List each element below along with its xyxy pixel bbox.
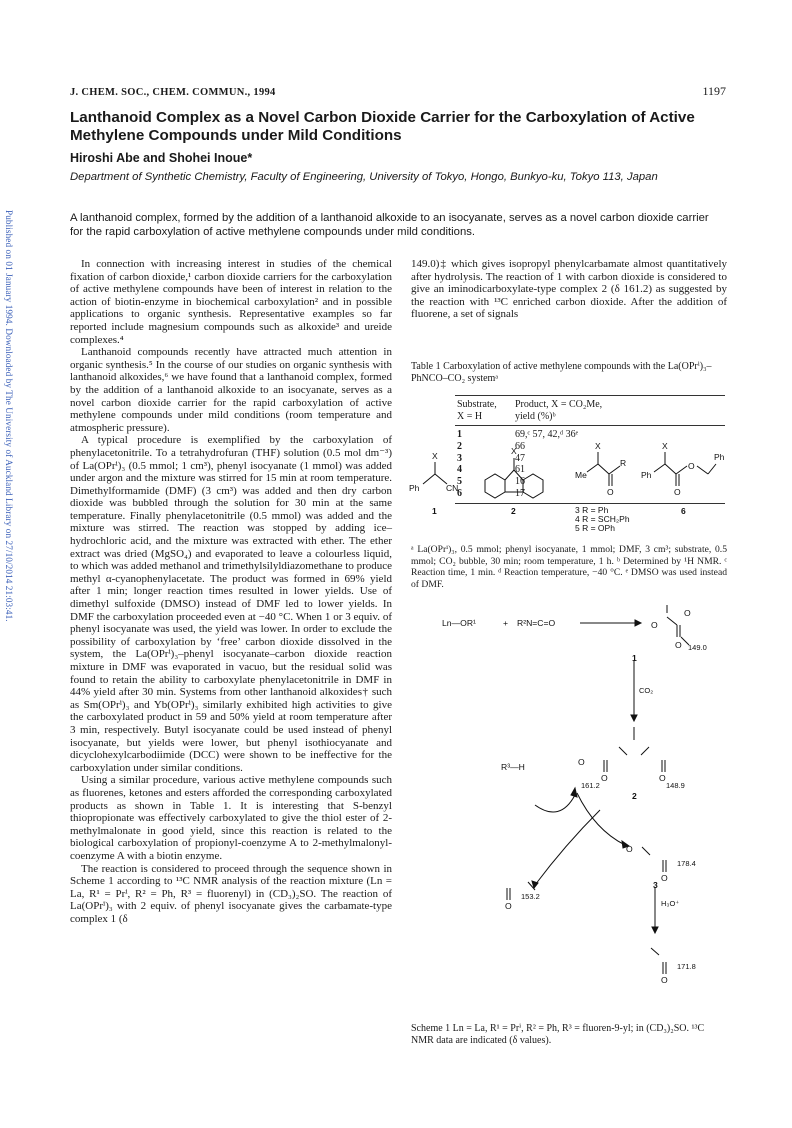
- struct-label-1: 1: [432, 506, 437, 516]
- scheme-o: O: [578, 757, 585, 767]
- scheme-o: O: [626, 844, 633, 854]
- paragraph-2: Lanthanoid compounds recently have attracted much attention in organic synthesis.⁵ In the course of our studies on organic synthesis with lanthanoid alkoxides,⁶ we have found that a lanthanoid complex, formed by the addition of a lanthanoid alkoxide to an isocyanate, serves as a novel carbon dioxide carrier for the rapid carboxylation of active methylene compounds under mild conditions (room temperature and atmospheric pressure).: [70, 346, 392, 434]
- table-row: 4 61: [457, 464, 525, 476]
- table-row: 1 69,ᶜ 57, 42,ᵈ 36ᵉ: [457, 429, 579, 440]
- paragraph-5: The reaction is considered to proceed through the sequence shown in Scheme 1 according to ¹³C NMR analysis of the reaction mixture (Ln = La, R¹ = Prⁱ, R² = Ph, R³ = fluorenyl) in (CD₃)₂SO. The reaction of La(OPrⁱ)₃ with 2 equiv. of phenyl isocyanate gives the carbamate-type complex 1 (δ: [70, 862, 392, 925]
- abstract: A lanthanoid complex, formed by the addition of a lanthanoid alkoxide to an isocyanate, serves as a novel carbon dioxide carrier for the rapid carboxylation of active methylene compounds under mild conditions.: [70, 212, 709, 238]
- scheme-ln-or1: Ln—OR¹: [442, 618, 476, 628]
- scheme-o: O: [651, 620, 658, 630]
- article-title: Lanthanoid Complex as a Novel Carbon Dioxide Carrier for the Carboxylation of Active Methylene Compounds under Mild Conditions: [70, 109, 695, 144]
- table-row: 5 16: [457, 476, 525, 488]
- struct-x: X: [595, 441, 601, 451]
- left-column: [70, 258, 392, 925]
- struct-ph: Ph: [641, 470, 652, 480]
- struct-ph: Ph: [714, 452, 725, 462]
- scheme-label-3: 3: [653, 880, 658, 890]
- scheme-1: [405, 555, 730, 1020]
- struct-label-3: 3 R = Ph: [575, 505, 609, 515]
- struct-x: X: [511, 446, 517, 456]
- scheme-plus: +: [503, 618, 509, 628]
- struct-label-6: 6: [681, 506, 686, 516]
- struct-label-2: 2: [511, 506, 516, 516]
- authors: Hiroshi Abe and Shohei Inoue*: [70, 151, 253, 165]
- struct-o: O: [674, 487, 681, 497]
- header-substrate: Substrate,: [457, 399, 497, 410]
- shift-148: 148.9: [666, 781, 685, 790]
- scheme-isocyanate: R²N=C=O: [517, 618, 556, 628]
- scheme-r3h: R³—H: [501, 762, 525, 772]
- scheme-o: O: [684, 608, 691, 618]
- scheme-co2: CO₂: [639, 686, 654, 695]
- page-number: 1197: [702, 84, 726, 98]
- scheme-o: O: [675, 640, 682, 650]
- paragraph-4: Using a similar procedure, various active methylene compounds such as fluorenes, ketones and esters afforded the corresponding carboxylated products as shown in Table 1. It is interesting that S-benzyl thiopropionate was effectively carboxylated to give the thiol ester of 2-methylmalonate in good yield, since this reaction is related to the biological carboxylation of propionyl-coenzyme A to 2-methylmalonyl-coenzyme A with a biotin enzyme.: [70, 774, 392, 862]
- download-sideband: [2, 210, 16, 910]
- table-row: 2 66: [457, 440, 525, 452]
- affiliation: Department of Synthetic Chemistry, Faculty of Engineering, University of Tokyo, Hongo, Bunkyo-ku, Tokyo 113, Japan: [70, 171, 658, 183]
- scheme-label-1: 1: [632, 653, 637, 663]
- shift-171: 171.8: [677, 962, 696, 971]
- running-header: [70, 84, 726, 100]
- shift-153: 153.2: [521, 892, 540, 901]
- table-footnote: ᵃ La(OPrⁱ)₃, 0.5 mmol; phenyl isocyanate, 1 mmol; DMF, 3 cm³; substrate, 0.5 mmol; CO₂ bubble, 30 min; room temperature, 1 h. ᵇ Determined by ¹H NMR. ᶜ Reaction time, 1 min. ᵈ Reaction temperature, −40 °C. ᵉ DMSO was used instead of DMF.: [411, 544, 727, 590]
- struct-r: R: [620, 458, 627, 468]
- shift-161: 161.2: [581, 781, 600, 790]
- scheme-label-2: 2: [632, 791, 637, 801]
- struct-ph: Ph: [409, 483, 420, 493]
- table-row: 6 17: [457, 487, 525, 499]
- table-header: [455, 396, 725, 425]
- scheme-caption: Scheme 1 Ln = La, R¹ = Prⁱ, R² = Ph, R³ = fluoren-9-yl; in (CD₃)₂SO. ¹³C NMR data are indicated (δ values).: [411, 1023, 705, 1046]
- struct-label-5: 5 R = OPh: [575, 523, 615, 533]
- journal-name: J. CHEM. SOC., CHEM. COMMUN., 1994: [70, 87, 276, 98]
- shift-178: 178.4: [677, 859, 696, 868]
- header-substrate-x: X = H: [457, 410, 483, 422]
- scheme-o: O: [661, 975, 668, 985]
- struct-o: O: [688, 461, 695, 471]
- right-column: [411, 258, 727, 321]
- header-yield: yield (%)ᵇ: [515, 410, 556, 422]
- struct-cn: CN: [446, 483, 459, 493]
- paragraph-6: 149.0)‡ which gives isopropyl phenylcarbamate almost quantitatively after hydrolysis. The reaction of 1 with carbon dioxide is considered to give an iminodicarboxylate-type complex 2 (δ 161.2) as suggested by the reaction with ¹³C enriched carbon dioxide. After the addition of fluorene, a set of signals: [411, 258, 727, 321]
- struct-o: O: [607, 487, 614, 497]
- scheme-o: O: [661, 873, 668, 883]
- scheme-o: O: [601, 773, 608, 783]
- shift-149: 149.0: [688, 643, 707, 652]
- scheme-o: O: [505, 901, 512, 911]
- struct-x: X: [662, 441, 668, 451]
- struct-me: Me: [575, 470, 587, 480]
- sideband-text: Published on 01 January 1994. Downloaded by The University of Auckland Library on 27/10/2014 21:03:41.: [4, 210, 14, 622]
- paragraph-3: A typical procedure is exemplified by the carboxylation of phenylacetonitrile. To a tetrahydrofuran (THF) solution (0.5 mol dm⁻³) of La(OPrⁱ)₃ (0.5 mmol; 1 cm³), phenyl isocyanate (1 mmol) was added under argon and the mixture was stirred for 15 min at room temperature. Dimethylformamide (DMF) (3 cm³) was added and then dry carbon dioxide was bubbled through the solution for 30 min at the same temperature. Finally phenylacetonitrile (0.5 mmol) was added and the mixture was stirred. The reaction was stopped by adding ice–hydrochloric acid, and the mixture was extracted with ether. The ether extract was dried (MgSO₄) and evaporated to leave a colourless liquid, to which was added methanol and trimethylsilyldiazomethane to produce methyl α-cyanophenylacetate. The product was formed in 69% yield after 1 min; longer reaction times resulted in lower yields. Use of dimethyl sulfoxide (DMSO) instead of DMF led to lower yields. In DMF the carboxylation proceeded even at −40 °C. When 1 or 3 equiv. of phenyl isocyanate was used, the yield was lower. In order to exclude the possibility of carboxylation by ‘free’ carbon dioxide dissolved in the system, the La(OPrⁱ)₃–phenyl isocyanate–carbon dioxide reaction mixture in DMF was evaporated in vacuo, but the residual solid was found to retain the ability to carboxylate phenylacetonitrile in DMF in 44% yield after 30 min. Systems from other lanthanoid alkoxides† such as Sm(OPrⁱ)₃ and Yb(OPrⁱ)₃ similarly exhibited high activities to give the carboxylated product in 59 and 50% yield at room temperature after 3 min, respectively. Butyl isocyanate could be used instead of phenyl isocyanate, but yields were lower, but phenyl isothiocyanate and dicyclohexylcarbodiimide (DCC) were shown to be ineffective for the carboxylation under similar conditions.: [70, 434, 392, 774]
- table-caption: Table 1 Carboxylation of active methylene compounds with the La(OPrⁱ)₃–PhNCO–CO₂ systemᵃ: [411, 361, 712, 384]
- struct-x: X: [432, 451, 438, 461]
- table-row: 3 47: [457, 452, 525, 464]
- scheme-h3o: H₃O⁺: [661, 899, 680, 908]
- struct-label-4: 4 R = SCH₂Ph: [575, 514, 630, 524]
- paragraph-1: In connection with increasing interest in studies of the chemical fixation of carbon dioxide,¹ carbon dioxide carriers for the carboxylation of active methylene compounds have been of interest in relation to the action of biotin-enzyme in biochemical carboxylation² and in possible applications to organic synthesis. Representative examples so far reported include magnesium compounds such as alkoxide³ and ureide complexes.⁴: [70, 258, 392, 346]
- scheme-o: O: [659, 773, 666, 783]
- substrate-structures: [405, 432, 730, 552]
- header-product: Product, X = CO₂Me,: [515, 399, 603, 410]
